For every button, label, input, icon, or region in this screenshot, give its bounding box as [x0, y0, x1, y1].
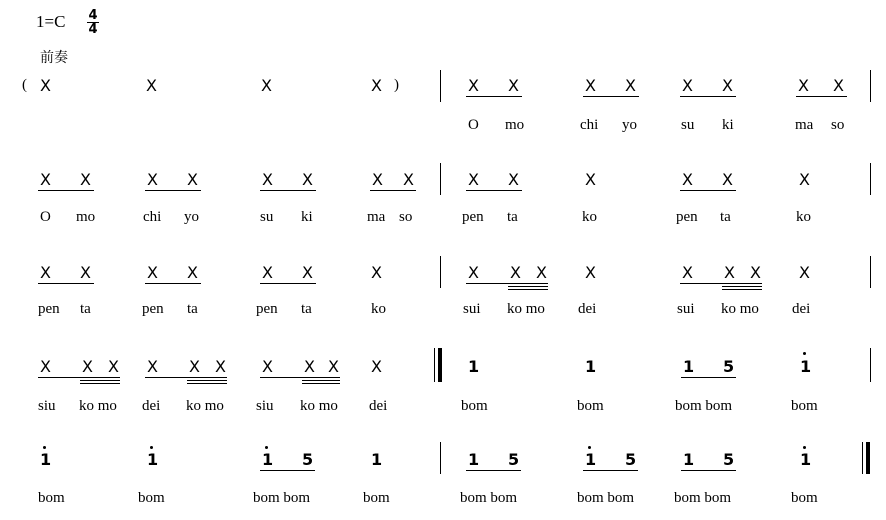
note: X [80, 263, 91, 282]
underline [145, 190, 201, 191]
lyric: dei [369, 398, 388, 414]
lyric: pen [38, 301, 60, 317]
underline [466, 283, 548, 284]
underline [466, 190, 522, 191]
note: X [147, 263, 158, 282]
lyric: ko mo [507, 301, 545, 317]
underline [680, 96, 736, 97]
lyric: yo [184, 209, 199, 225]
underline [466, 96, 522, 97]
note: X [372, 170, 383, 189]
double-bar-thick [438, 348, 442, 382]
underline [681, 470, 736, 471]
lyric: ki [301, 209, 313, 225]
lyric: dei [142, 398, 161, 414]
key-signature: 1=C [36, 12, 66, 31]
lyric: pen [256, 301, 278, 317]
lyric: chi [580, 117, 599, 133]
note: X [40, 357, 51, 376]
lyric: ki [722, 117, 734, 133]
high-octave-dot [150, 446, 153, 449]
note: X [302, 170, 313, 189]
lyric: ko mo [721, 301, 759, 317]
note: X [80, 170, 91, 189]
double-underline [302, 380, 340, 384]
lyric: bom bom [253, 490, 311, 506]
double-bar-thin [434, 348, 435, 382]
note: X [585, 263, 596, 282]
note: X [40, 263, 51, 282]
note: X [403, 170, 414, 189]
lyric: so [831, 117, 845, 133]
note: X [261, 76, 272, 95]
note: X [189, 357, 200, 376]
note: 5 [302, 450, 314, 469]
lyric: ko [371, 301, 386, 317]
note: X [147, 170, 158, 189]
note: X [328, 357, 339, 376]
note: X [536, 263, 547, 282]
note: X [625, 76, 636, 95]
note: X [187, 263, 198, 282]
note: X [799, 263, 810, 282]
bar-line [870, 70, 871, 102]
note: 5 [723, 450, 735, 469]
lyric: su [260, 209, 274, 225]
lyric: bom [461, 398, 488, 414]
note: X [262, 263, 273, 282]
note: 1 [147, 450, 159, 469]
lyric: su [681, 117, 695, 133]
note: X [750, 263, 761, 282]
lyric: O [40, 209, 51, 225]
high-octave-dot [803, 446, 806, 449]
time-signature-bottom: 4 [88, 22, 98, 37]
close-paren: ) [394, 77, 399, 93]
lyric: dei [792, 301, 811, 317]
open-paren: ( [22, 77, 27, 93]
bar-line [870, 163, 871, 195]
note: X [799, 170, 810, 189]
note: X [468, 263, 479, 282]
note: 1 [40, 450, 52, 469]
high-octave-dot [588, 446, 591, 449]
note: 1 [468, 450, 480, 469]
note: 5 [723, 357, 735, 376]
note: X [262, 170, 273, 189]
note: 1 [468, 357, 480, 376]
note: X [262, 357, 273, 376]
note: X [82, 357, 93, 376]
bar-line [870, 256, 871, 288]
lyric: ta [187, 301, 198, 317]
time-signature [87, 10, 99, 35]
note: X [40, 76, 51, 95]
double-underline [722, 286, 762, 290]
section-label: 前奏 [40, 50, 68, 66]
lyric: bom [791, 398, 818, 414]
note: X [304, 357, 315, 376]
note: 1 [585, 357, 597, 376]
note: X [187, 170, 198, 189]
bar-line [440, 442, 441, 474]
lyric: bom bom [460, 490, 518, 506]
note: 1 [800, 450, 812, 469]
lyric: pen [142, 301, 164, 317]
lyric: yo [622, 117, 637, 133]
note: 1 [585, 450, 597, 469]
lyric: siu [38, 398, 56, 414]
note: 1 [800, 357, 812, 376]
underline [38, 283, 94, 284]
lyric: ko mo [186, 398, 224, 414]
underline [583, 96, 639, 97]
note: X [508, 170, 519, 189]
double-underline [80, 380, 120, 384]
lyric: bom [138, 490, 165, 506]
note: 1 [683, 450, 695, 469]
note: X [682, 263, 693, 282]
lyric: sui [463, 301, 481, 317]
note: X [146, 76, 157, 95]
lyric: mo [76, 209, 96, 225]
note: X [147, 357, 158, 376]
double-underline [508, 286, 548, 290]
lyric: chi [143, 209, 162, 225]
high-octave-dot [803, 352, 806, 355]
lyric: bom [38, 490, 65, 506]
note: X [371, 357, 382, 376]
bar-line [440, 163, 441, 195]
note: X [585, 170, 596, 189]
underline [680, 283, 762, 284]
final-bar-thick [866, 442, 870, 474]
note: X [215, 357, 226, 376]
note: X [682, 170, 693, 189]
note: X [108, 357, 119, 376]
lyric: dei [578, 301, 597, 317]
lyric: O [468, 117, 479, 133]
note: X [468, 170, 479, 189]
note: X [722, 170, 733, 189]
lyric: siu [256, 398, 274, 414]
lyric: bom bom [674, 490, 732, 506]
double-underline [187, 380, 227, 384]
lyric: ta [301, 301, 312, 317]
underline [38, 190, 94, 191]
lyric: ma [367, 209, 386, 225]
note: X [371, 263, 382, 282]
underline [370, 190, 416, 191]
underline [260, 470, 315, 471]
underline [796, 96, 847, 97]
lyric: bom bom [675, 398, 733, 414]
note: 1 [683, 357, 695, 376]
lyric: bom [577, 398, 604, 414]
underline [466, 470, 521, 471]
note: X [724, 263, 735, 282]
high-octave-dot [43, 446, 46, 449]
lyric: ta [720, 209, 731, 225]
note: X [371, 76, 382, 95]
lyric: ma [795, 117, 814, 133]
underline [145, 377, 227, 378]
note: 5 [625, 450, 637, 469]
note: X [468, 76, 479, 95]
bar-line [440, 70, 441, 102]
underline [260, 377, 340, 378]
lyric: sui [677, 301, 695, 317]
underline [681, 377, 736, 378]
underline [680, 190, 736, 191]
lyric: mo [505, 117, 525, 133]
note: X [302, 263, 313, 282]
lyric: ko [582, 209, 597, 225]
lyric: pen [676, 209, 698, 225]
bar-line [440, 256, 441, 288]
note: X [585, 76, 596, 95]
note: 1 [262, 450, 274, 469]
lyric: so [399, 209, 413, 225]
note: X [40, 170, 51, 189]
lyric: ko mo [79, 398, 117, 414]
high-octave-dot [265, 446, 268, 449]
note: X [682, 76, 693, 95]
underline [260, 190, 316, 191]
lyric: ta [80, 301, 91, 317]
underline [38, 377, 120, 378]
lyric: ko [796, 209, 811, 225]
note: X [510, 263, 521, 282]
note: X [508, 76, 519, 95]
lyric: bom [363, 490, 390, 506]
time-signature-top: 4 [88, 8, 98, 23]
final-bar-thin [862, 442, 863, 474]
lyric: bom [791, 490, 818, 506]
note: X [722, 76, 733, 95]
note: 5 [508, 450, 520, 469]
underline [145, 283, 201, 284]
note: X [798, 76, 809, 95]
lyric: bom bom [577, 490, 635, 506]
note: X [833, 76, 844, 95]
lyric: ta [507, 209, 518, 225]
underline [583, 470, 638, 471]
lyric: pen [462, 209, 484, 225]
underline [260, 283, 316, 284]
note: 1 [371, 450, 383, 469]
lyric: ko mo [300, 398, 338, 414]
bar-line [870, 348, 871, 382]
